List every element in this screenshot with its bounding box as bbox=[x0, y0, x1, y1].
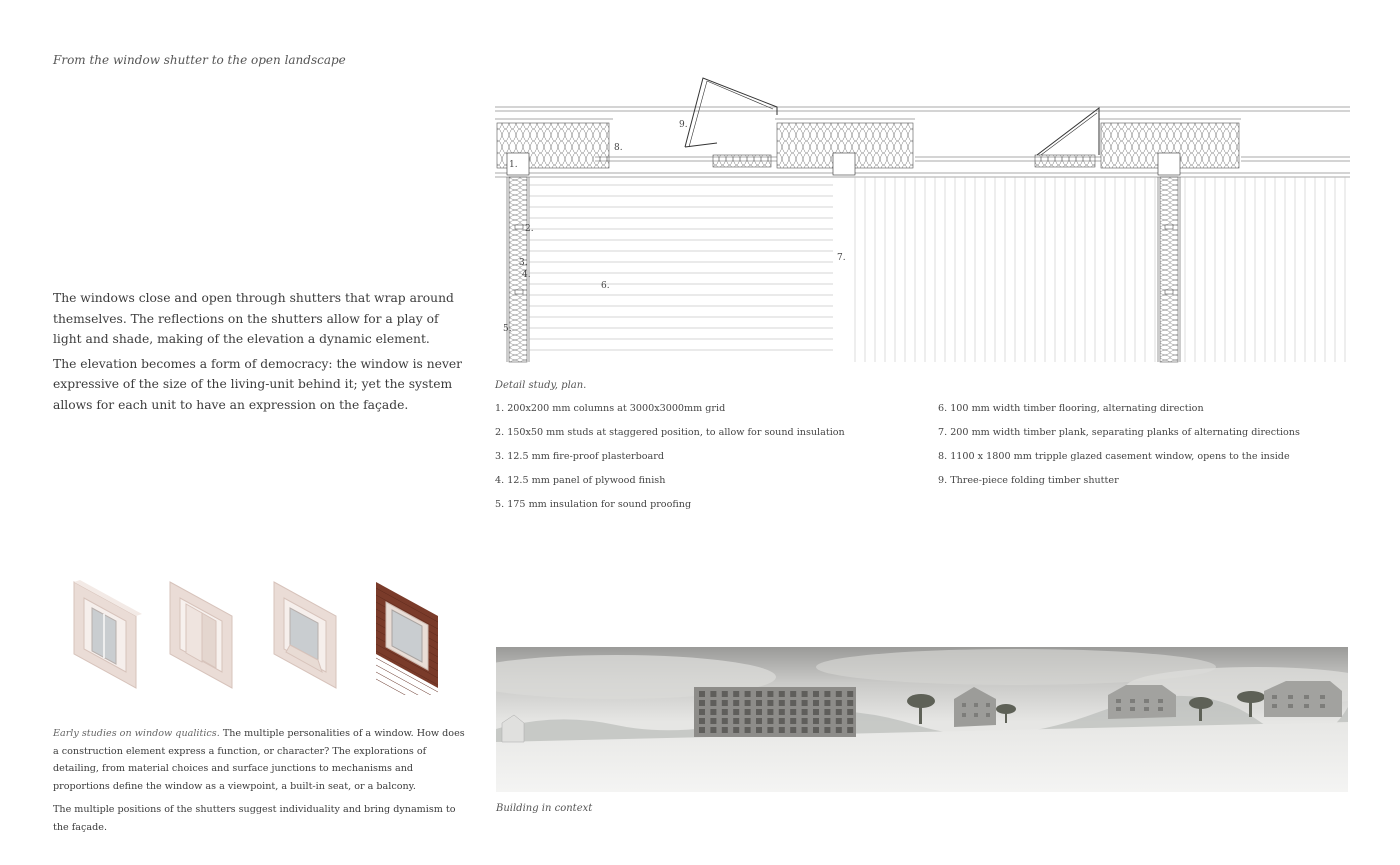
window-study-1 bbox=[74, 580, 142, 688]
intro-paragraph-1: The windows close and open through shutters that wrap around themselves. The reflections on the shutters allow for a play of light and shade, making of the elevation a dynamic element. bbox=[53, 291, 454, 346]
plan-label-5: 5. bbox=[503, 324, 512, 334]
page-title: From the window shutter to the open landscape bbox=[53, 53, 346, 67]
main-building bbox=[694, 687, 856, 737]
legend-item-4: 4. 12.5 mm panel of plywood finish bbox=[495, 475, 666, 486]
window-study-3 bbox=[274, 582, 336, 688]
plan-label-2: 2. bbox=[525, 224, 534, 234]
plan-label-7: 7. bbox=[837, 253, 846, 263]
window-studies-text bbox=[53, 725, 468, 842]
legend-item-8: 8. 1100 x 1800 mm tripple glazed casement window, opens to the inside bbox=[938, 451, 1290, 462]
window-studies-illustrations bbox=[60, 580, 460, 695]
plan-label-3: 3. bbox=[519, 258, 528, 268]
studies-paragraph-2: The multiple positions of the shutters suggest individuality and bring dynamism to the façade. bbox=[53, 804, 456, 833]
legend-item-2: 2. 150x50 mm studs at staggered position, to allow for sound insulation bbox=[495, 427, 845, 438]
plan-caption: Detail study, plan. bbox=[495, 380, 587, 391]
building-in-context-panorama bbox=[496, 647, 1348, 792]
plan-label-9: 9. bbox=[679, 120, 688, 130]
plan-label-6: 6. bbox=[601, 281, 610, 291]
context-caption: Building in context bbox=[496, 803, 593, 814]
detail-plan-drawing bbox=[495, 75, 1350, 365]
plan-label-1: 1. bbox=[509, 160, 518, 170]
intro-text bbox=[53, 288, 468, 419]
intro-paragraph-2: The elevation becomes a form of democracy: the window is never expressive of the size of the living-unit behind it; yet the system allows for each unit to have an expression on the façade. bbox=[53, 356, 463, 412]
studies-lead: Early studies on window qualitics. bbox=[53, 728, 220, 739]
legend-item-9: 9. Three-piece folding timber shutter bbox=[938, 475, 1119, 486]
legend-item-6: 6. 100 mm width timber flooring, alternating direction bbox=[938, 403, 1204, 414]
window-study-4 bbox=[376, 582, 438, 695]
studies-paragraph-1: The multiple personalities of a window. How does a construction element express a function, or character? The explorations of detailing, from material choices and surface junctions to mechanisms and proportions define the window as a viewpoint, a built-in seat, or a balcony. bbox=[53, 728, 465, 792]
window-study-2 bbox=[170, 582, 232, 688]
plan-label-4: 4. bbox=[522, 270, 531, 280]
legend-item-7: 7. 200 mm width timber plank, separating planks of alternating directions bbox=[938, 427, 1300, 438]
legend-item-1: 1. 200x200 mm columns at 3000x3000mm grid bbox=[495, 403, 726, 414]
plan-label-8: 8. bbox=[614, 143, 623, 153]
legend-item-5: 5. 175 mm insulation for sound proofing bbox=[495, 499, 692, 510]
legend-item-3: 3. 12.5 mm fire-proof plasterboard bbox=[495, 451, 664, 462]
